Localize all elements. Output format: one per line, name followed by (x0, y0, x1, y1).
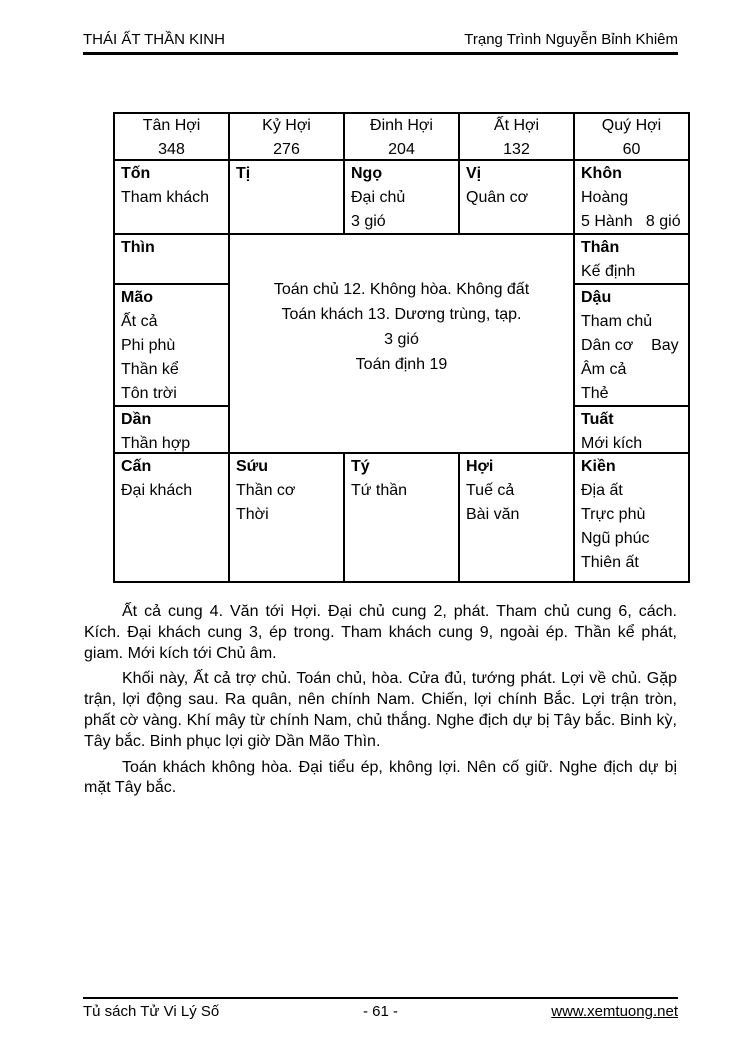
cell-khon: Khôn Hoàng 5 Hành 8 gió (575, 161, 688, 233)
paragraph-1: Ất cả cung 4. Văn tới Hợi. Đại chủ cung 2, phát. Tham chủ cung 6, cách. Kích. Đại khách cung 3, ép trong. Tham khách cung 9, ngoài ép. Thần kể phát, giam. Mới kích tới Chủ âm. (84, 603, 677, 662)
year-name: Đinh Hợi (370, 117, 433, 134)
cell-can: Cấn Đại khách (115, 454, 228, 581)
footer-website-link[interactable]: www.xemtuong.net (551, 1003, 678, 1020)
cell-ti: Tị (230, 161, 343, 233)
cell-vi: Vị Quân cơ (460, 161, 573, 233)
year-cell-ky-hoi (230, 114, 343, 159)
cell-ngo: Ngọ Đại chủ 3 gió (345, 161, 458, 233)
cell-mao: Mão Ất cả Phi phù Thần kể Tôn trời (115, 285, 228, 405)
cell-ton: Tốn Tham khách (115, 161, 228, 233)
year-number: 204 (388, 141, 415, 158)
page-footer (83, 997, 678, 1020)
cell-dau: Dậu Tham chủ Dân cơ Bay Âm cả Thẻ (575, 285, 688, 405)
footer-series-title: Tủ sách Tử Vi Lý Số (83, 1003, 220, 1020)
body-text (84, 602, 677, 804)
cell-tuat: Tuất Mới kích (575, 407, 688, 452)
page-number: - 61 - (362, 1003, 398, 1020)
paragraph-2: Khối này, Ất cả trợ chủ. Toán chủ, hòa. Cửa đủ, tướng phát. Lợi về chủ. Gặp trận, lợi động sau. Ra quân, nên chính Nam. Chiến, lợi chính Bắc. Lợi trận tròn, phất cờ vàng. Khí mây từ chính Nam, chủ thắng. Nghe địch dự bị Tây bắc. Binh kỳ, Tây bắc. Binh phục lợi giờ Dần Mão Thìn. (84, 670, 677, 750)
cell-thin: Thìn (115, 235, 228, 283)
thai-at-board (113, 112, 690, 583)
year-name: Kỷ Hợi (262, 117, 311, 134)
year-cell-quy-hoi (575, 114, 688, 159)
year-number: 348 (158, 141, 185, 158)
year-cell-dinh-hoi (345, 114, 458, 159)
year-number: 132 (503, 141, 530, 158)
cell-kien: Kiền Địa ất Trực phù Ngũ phúc Thiên ất (575, 454, 688, 581)
year-name: Ất Hợi (493, 117, 540, 134)
paragraph-3: Toán khách không hòa. Đại tiểu ép, không lợi. Nên cố giữ. Nghe địch dự bị mặt Tây bắc. (84, 758, 677, 797)
year-name: Quý Hợi (601, 117, 662, 134)
cell-suu: Sứu Thần cơ Thời (230, 454, 343, 581)
year-cell-tan-hoi (115, 114, 228, 159)
year-number: 276 (273, 141, 300, 158)
cell-hoi: Hợi Tuế cả Bài văn (460, 454, 573, 581)
header-rule (83, 52, 678, 55)
page-header (83, 31, 678, 55)
year-name: Tân Hợi (142, 117, 201, 134)
year-number: 60 (622, 141, 641, 158)
cell-than: Thân Kế định (575, 235, 688, 283)
book-title: THÁI ẤT THẦN KINH (83, 31, 225, 48)
cell-ty: Tý Tứ thần (345, 454, 458, 581)
cell-dan: Dần Thần hợp (115, 407, 228, 452)
year-cell-at-hoi (460, 114, 573, 159)
center-calculation-text: Toán chủ 12. Không hòa. Không đất Toán khách 13. Dương trùng, tạp. 3 gió Toán định 19 (230, 235, 573, 452)
book-author: Trạng Trình Nguyễn Bỉnh Khiêm (464, 31, 678, 48)
